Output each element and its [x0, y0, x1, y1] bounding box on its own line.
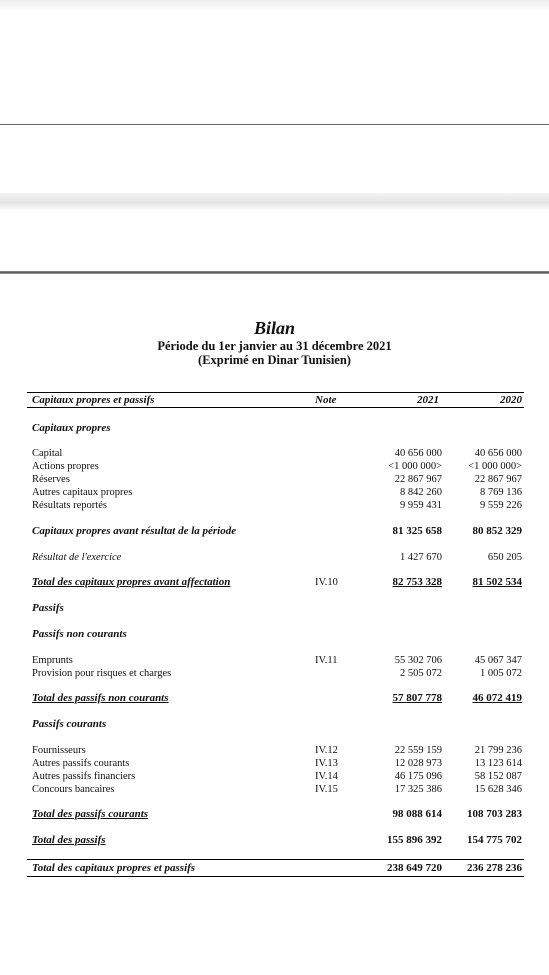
- table-row: Résultats reportés 9 959 431 9 559 226: [32, 500, 522, 511]
- page-divider: [0, 124, 549, 125]
- header-year-2021: 2021: [417, 394, 439, 406]
- total-row: Total des passifs courants 98 088 614 108 703 283: [32, 808, 522, 820]
- total-row: Total des capitaux propres avant affectation IV.10 82 753 328 81 502 534: [32, 576, 522, 588]
- table-row: Autres passifs courants IV.13 12 028 973 13 123 614: [32, 758, 522, 769]
- subtotal-row: Capitaux propres avant résultat de la période 81 325 658 80 852 329: [32, 525, 522, 537]
- grand-total-row: Total des capitaux propres et passifs 238 649 720 236 278 236: [32, 862, 522, 874]
- page-divider: [0, 271, 549, 274]
- table-row: Concours bancaires IV.15 17 325 386 15 628 346: [32, 784, 522, 795]
- header-year-2020: 2020: [500, 394, 522, 406]
- table-header: [27, 392, 524, 408]
- document-title: Bilan: [253, 318, 296, 338]
- table-row: Provision pour risques et charges 2 505 072 1 005 072: [32, 668, 522, 679]
- total-row: Total des passifs 155 896 392 154 775 702: [32, 834, 522, 846]
- page-divider: [0, 193, 549, 209]
- section-heading: Passifs courants: [32, 718, 107, 730]
- section-heading: Passifs non courants: [32, 628, 127, 640]
- header-label: Capitaux propres et passifs: [32, 394, 155, 406]
- table-row: Résultat de l'exercice 1 427 670 650 205: [32, 552, 522, 563]
- top-shade: [0, 0, 549, 10]
- section-heading: Capitaux propres: [32, 422, 111, 434]
- table-row: Emprunts IV.11 55 302 706 45 067 347: [32, 655, 522, 666]
- table-row: Fournisseurs IV.12 22 559 159 21 799 236: [32, 745, 522, 756]
- table-row: Actions propres <1 000 000> <1 000 000>: [32, 461, 522, 472]
- table-row: Autres capitaux propres 8 842 260 8 769 136: [32, 487, 522, 498]
- total-row: Total des passifs non courants 57 807 778 46 072 419: [32, 692, 522, 704]
- section-heading: Passifs: [32, 602, 64, 614]
- header-note: Note: [315, 394, 337, 406]
- table-row: Autres passifs financiers IV.14 46 175 096 58 152 087: [32, 771, 522, 782]
- table-row: Réserves 22 867 967 22 867 967: [32, 474, 522, 485]
- document-currency: (Exprimé en Dinar Tunisien): [198, 353, 351, 367]
- table-row: Capital 40 656 000 40 656 000: [32, 448, 522, 459]
- document-period: Période du 1er janvier au 31 décembre 2021: [157, 339, 392, 353]
